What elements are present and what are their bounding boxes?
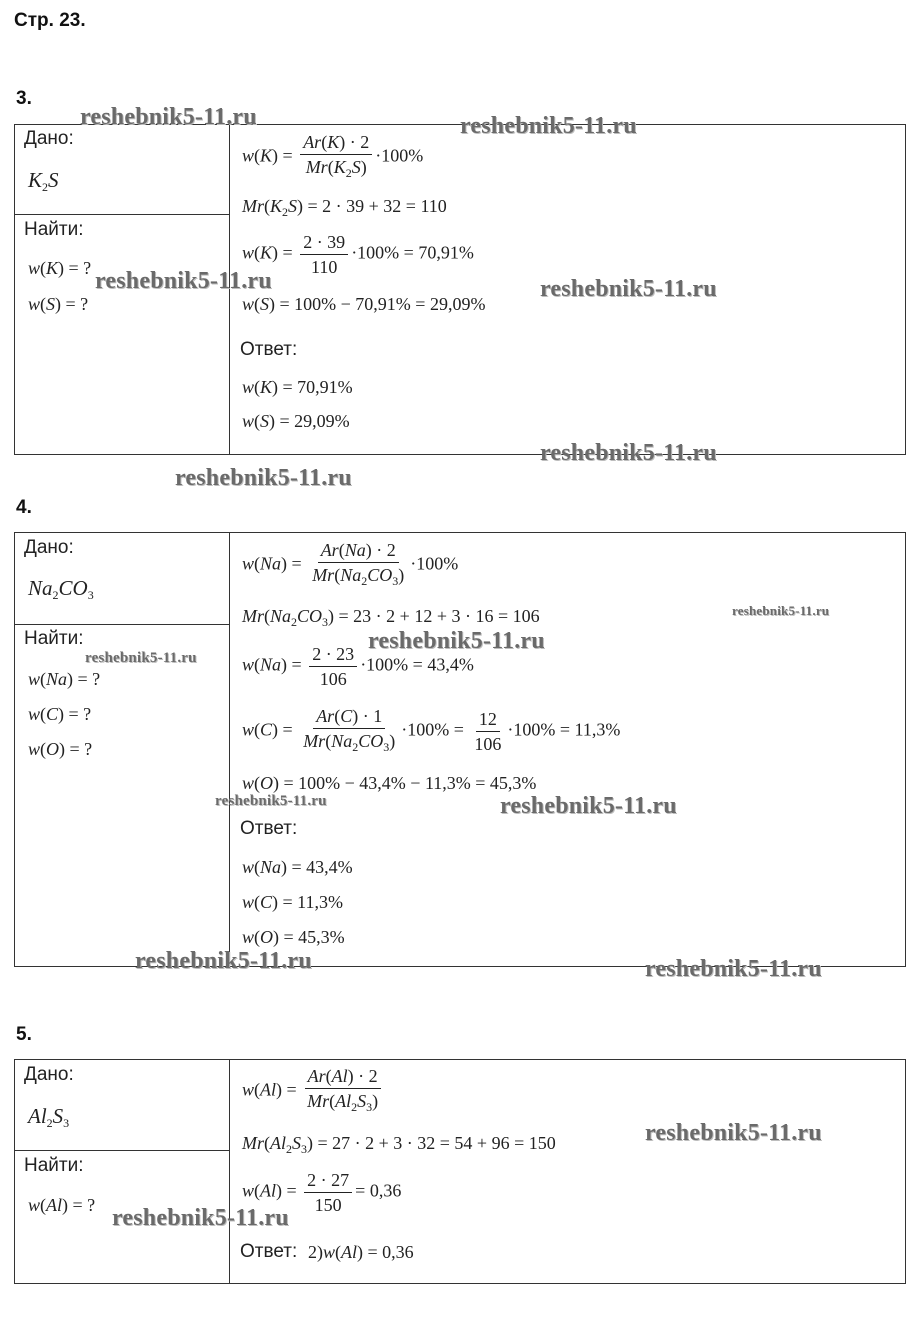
problem-4-given-separator	[14, 624, 230, 625]
watermark: reshebnik5-11.ru	[540, 276, 717, 302]
problem-4-step-2: $Mr(Na_2CO_3) = 23 \cdot 2 + 12 + 3 \cdot 16 = 106$	[242, 606, 540, 629]
problem-5-answer-label: Ответ:	[240, 1241, 298, 1262]
watermark: reshebnik5-11.ru	[645, 956, 822, 982]
problem-4-answer-1: w(Na) = 43,4%	[242, 857, 353, 877]
watermark: reshebnik5-11.ru	[95, 268, 272, 294]
problem-4-step-5: w(O) = 100% − 43,4% − 11,3% = 45,3%	[242, 773, 537, 793]
watermark: reshebnik5-11.ru	[215, 793, 327, 809]
watermark: reshebnik5-11.ru	[175, 465, 352, 491]
problem-4-divider	[229, 532, 230, 967]
watermark: reshebnik5-11.ru	[135, 948, 312, 974]
problem-4-number: 4.	[16, 497, 32, 518]
problem-3-number: 3.	[16, 88, 32, 109]
problem-4-step-4: w(C) = $\frac{Ar(C) \cdot 1}{Mr(Na_2CO_3)}$ ·100% = $\frac{12}{106}$ ·100% = 11,3%	[242, 706, 621, 754]
problem-3-given-separator	[14, 214, 230, 215]
watermark: reshebnik5-11.ru	[80, 104, 257, 130]
problem-3-step-4: w(S) = 100% − 70,91% = 29,09%	[242, 294, 486, 314]
watermark: reshebnik5-11.ru	[540, 440, 717, 466]
problem-5-step-3: w(Al) = $\frac{2 \cdot 27}{150}$ = 0,36	[242, 1170, 402, 1215]
problem-5-step-1: w(Al) = $\frac{Ar(Al) \cdot 2}{Mr(Al_2S_3)}$	[242, 1066, 384, 1117]
problem-4-find-3: w(O) = ?	[28, 739, 93, 759]
problem-5-given-label: Дано:	[24, 1064, 74, 1085]
problem-4-answer-2: w(C) = 11,3%	[242, 892, 344, 912]
watermark: reshebnik5-11.ru	[460, 113, 637, 139]
page-title: Стр. 23.	[14, 10, 86, 31]
problem-5-given-formula: $Al_2S_3$	[28, 1104, 70, 1130]
problem-4-given-formula: $Na_2CO_3$	[28, 576, 94, 602]
problem-5-step-2: $Mr(Al_2S_3) = 27 \cdot 2 + 3 \cdot 32 = 54 + 96 = 150$	[242, 1133, 556, 1156]
problem-5-given-separator	[14, 1150, 230, 1151]
problem-5-number: 5.	[16, 1024, 32, 1045]
problem-4-given-label: Дано:	[24, 537, 74, 558]
problem-5-answer-1: 2)w(Al) = 0,36	[308, 1242, 414, 1262]
problem-5-find-label: Найти:	[24, 1155, 84, 1176]
problem-4-find-label: Найти:	[24, 628, 84, 649]
watermark: reshebnik5-11.ru	[645, 1120, 822, 1146]
problem-3-find-1: w(K) = ?	[28, 258, 92, 278]
watermark: reshebnik5-11.ru	[368, 628, 545, 654]
problem-3-answer-2: w(S) = 29,09%	[242, 411, 350, 431]
problem-4-find-1: w(Na) = ?	[28, 669, 101, 689]
watermark: reshebnik5-11.ru	[732, 603, 830, 618]
problem-4-find-2: w(C) = ?	[28, 704, 92, 724]
problem-3-step-1: w(K) = $\frac{Ar(K) \cdot 2}{Mr(K_2S)}$ ·100%	[242, 132, 424, 180]
problem-3-step-2: $Mr(K_2S) = 2 \cdot 39 + 32 = 110$	[242, 196, 447, 219]
problem-3-step-3: w(K) = $\frac{2 \cdot 39}{110}$ ·100% = 70,91%	[242, 232, 474, 277]
problem-3-find-2: w(S) = ?	[28, 294, 89, 314]
problem-3-answer-label: Ответ:	[240, 339, 298, 360]
problem-4-step-3: w(Na) = $\frac{2 \cdot 23}{106}$ ·100% = 43,4%	[242, 644, 474, 689]
problem-3-find-label: Найти:	[24, 219, 84, 240]
problem-3-given-label: Дано:	[24, 128, 74, 149]
problem-3-given-formula: $K_2S$	[28, 168, 59, 194]
problem-4-answer-3: w(O) = 45,3%	[242, 927, 345, 947]
problem-5-table	[14, 1059, 906, 1284]
problem-5-find-1: w(Al) = ?	[28, 1195, 96, 1215]
problem-3-answer-1: w(K) = 70,91%	[242, 377, 353, 397]
problem-5-divider	[229, 1059, 230, 1284]
problem-4-answer-label: Ответ:	[240, 818, 298, 839]
problem-4-step-1: w(Na) = $\frac{Ar(Na) \cdot 2}{Mr(Na_2CO_3)}$ ·100%	[242, 540, 459, 588]
watermark: reshebnik5-11.ru	[112, 1205, 289, 1231]
watermark: reshebnik5-11.ru	[85, 650, 197, 666]
watermark: reshebnik5-11.ru	[500, 793, 677, 819]
